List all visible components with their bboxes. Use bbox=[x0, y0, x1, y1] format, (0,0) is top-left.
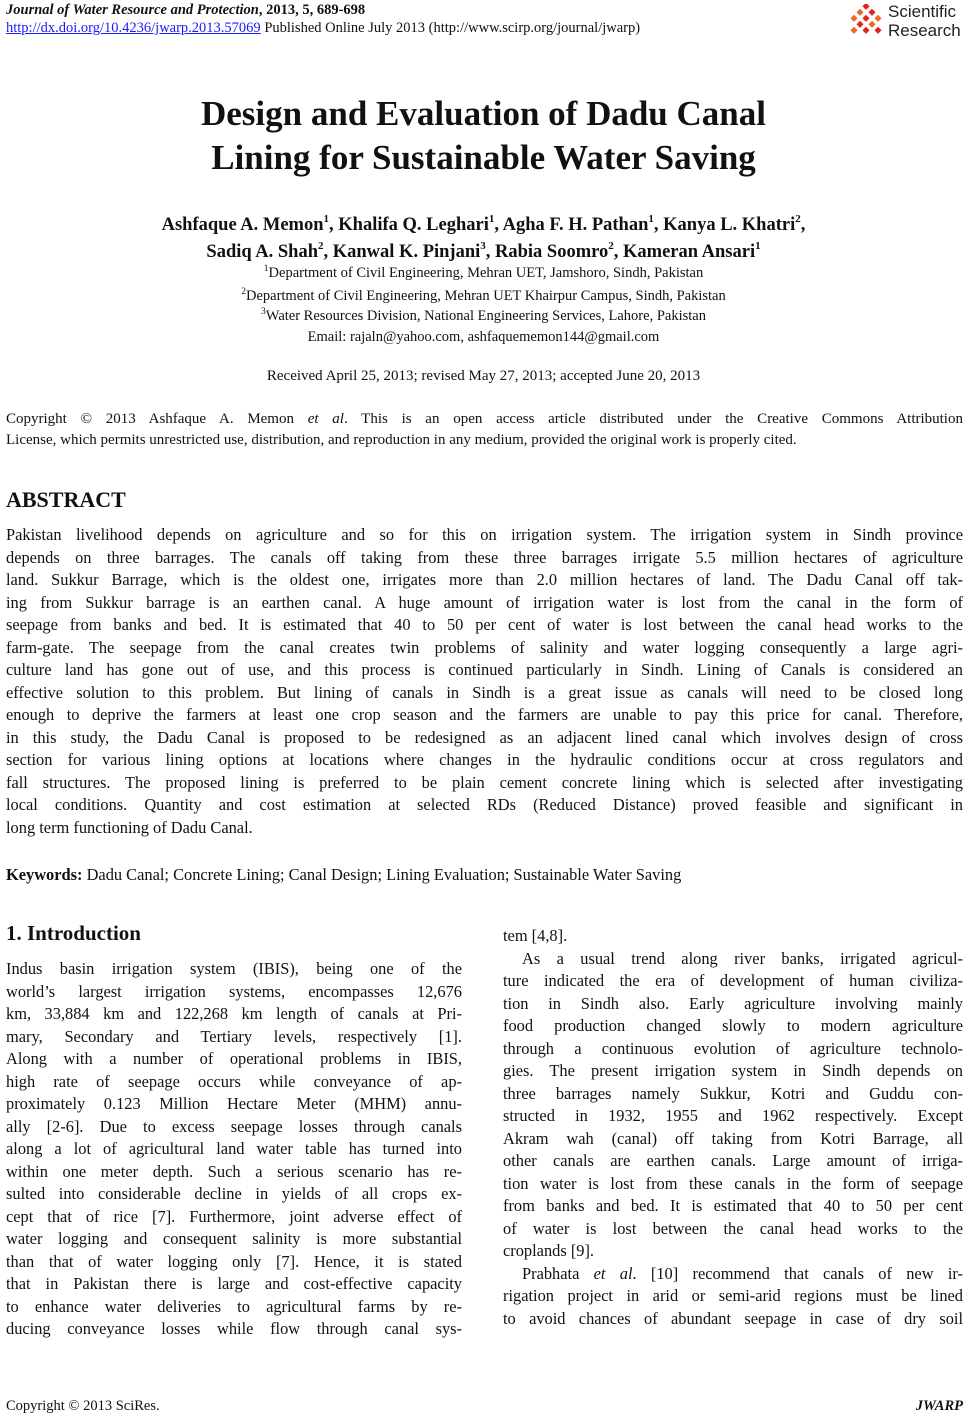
logo-square bbox=[850, 27, 857, 34]
abstract-line: enough to deprive the farmers at least one crop season and the farmers are unable to pay this price for canal. Therefore, bbox=[6, 705, 963, 724]
keywords-text: Dadu Canal; Concrete Lining; Canal Design; Lining Evaluation; Sustainable Water Saving bbox=[82, 865, 682, 884]
intro-left-line: world’s largest irrigation systems, encompasses 12,676 bbox=[6, 981, 462, 1001]
abstract-line: Pakistan livelihood depends on agriculture and so for this on irrigation system. The irrigation system in Sindh province bbox=[6, 525, 963, 544]
intro-right-line: food production changed slowly to modern agriculture bbox=[503, 1016, 963, 1035]
intro-right-line: rigation project in arid or semi-arid regions must be lined bbox=[503, 1286, 963, 1305]
author-affiliation-sup: 2 bbox=[795, 213, 801, 225]
intro-right-line: tion in Sindh also. Early agriculture involving mainly bbox=[503, 993, 963, 1013]
author-name: Kameran Ansari bbox=[623, 242, 756, 262]
author-affiliation-sup: 3 bbox=[480, 240, 486, 252]
author-separator: , bbox=[613, 242, 624, 262]
author-name: Rabia Soomro bbox=[495, 242, 609, 262]
publisher-logo bbox=[848, 2, 966, 42]
abstract-line: in this study, the Dadu Canal is proposed to be redesigned as an adjacent lined canal which involves design of cross bbox=[6, 727, 963, 747]
author-name: Khalifa Q. Leghari bbox=[338, 215, 489, 235]
intro-left-line: mary, Secondary and Tertiary levels, respectively [1]. bbox=[6, 1026, 462, 1046]
intro-right-line: tem [4,8]. bbox=[503, 926, 568, 945]
journal-name: Journal of Water Resource and Protection bbox=[6, 2, 259, 18]
paper-title-line2: Lining for Sustainable Water Saving bbox=[211, 138, 756, 177]
copyright-line1: Copyright © 2013 Ashfaque A. Memon et al. This is an open access article distributed under the Creative Commons Attribution bbox=[6, 411, 963, 427]
abstract-line: seepage from banks and bed. It is estimated that 40 to 50 per cent of water is lost between the canal head works to the bbox=[6, 615, 963, 634]
intro-left-line: Along with a number of operational problems in IBIS, bbox=[6, 1049, 462, 1068]
intro-right-line: from banks and bed. It is estimated that 40 to 50 per cent bbox=[503, 1196, 963, 1215]
copyright-notice bbox=[6, 409, 963, 451]
intro-right-line: structed in 1932, 1955 and 1962 respectively. Except bbox=[503, 1106, 963, 1125]
journal-issue: , 2013, 5, 689-698 bbox=[258, 2, 366, 18]
keywords bbox=[6, 865, 681, 885]
abstract-body bbox=[6, 524, 963, 839]
intro-left-line: Indus basin irrigation system (IBIS), being one of the bbox=[6, 959, 462, 978]
author-affiliation-sup: 1 bbox=[755, 240, 761, 252]
author-affiliation-sup: 1 bbox=[648, 213, 654, 225]
logo-line2: Research bbox=[888, 21, 961, 40]
intro-left-line: sulted into considerable decline in yields of all crops ex- bbox=[6, 1184, 462, 1203]
author-separator: , bbox=[323, 242, 333, 262]
doi-line bbox=[6, 20, 640, 37]
intro-left-line: within one meter depth. Such a serious scenario has re- bbox=[6, 1161, 462, 1181]
intro-right-line: croplands [9]. bbox=[503, 1241, 595, 1260]
intro-right-line: Prabhata et al. [10] recommend that canals of new ir- bbox=[522, 1263, 963, 1283]
logo-square bbox=[862, 27, 869, 34]
footer-journal-abbrev: JWARP bbox=[915, 1398, 963, 1414]
section-heading-introduction: 1. Introduction bbox=[6, 921, 141, 945]
affiliation-2: $^2$Department of Civil Engineering, Mehran UET Khairpur Campus, Sindh, Pakistan bbox=[241, 287, 726, 304]
logo-square bbox=[856, 9, 863, 16]
intro-left-line: ducing conveyance losses while flow through canal sys- bbox=[6, 1319, 462, 1338]
abstract-line: long term functioning of Dadu Canal. bbox=[6, 817, 253, 837]
published-text: Published Online July 2013 (http://www.scirp.org/journal/jwarp) bbox=[260, 20, 641, 36]
author-affiliation-sup: 2 bbox=[318, 240, 324, 252]
intro-right-line: to avoid chances of abundant seepage in case of dry soil bbox=[503, 1308, 963, 1328]
intro-right-line: three barrages namely Sukkur, Kotri and Guddu con- bbox=[503, 1083, 963, 1103]
abstract-line: section for various lining options at locations where changes in the hydraulic conditions occur at cross regulators and bbox=[6, 750, 963, 769]
intro-right-line: Akram wah (canal) off taking from Kotri Barrage, all bbox=[503, 1128, 963, 1148]
author-affiliation-sup: 1 bbox=[488, 213, 495, 225]
intro-right-line: through a continuous evolution of agriculture technolo- bbox=[503, 1038, 963, 1058]
logo-square bbox=[874, 15, 881, 22]
intro-left-line: water logging and consequent salinity is more substantial bbox=[6, 1229, 462, 1248]
abstract-line: culture land has gone out of use, and this process is continued particularly in Sindh. Lining of Canals is considered an bbox=[6, 660, 963, 679]
authors-line1 bbox=[0, 213, 967, 237]
abstract-line: farm-gate. The seepage from the canal creates twin problems of salinity and water logging consequently a large agri- bbox=[6, 637, 963, 657]
abstract-line: local conditions. Quantity and cost estimation at selected RDs (Reduced Distance) proved feasible and significant in bbox=[6, 795, 963, 814]
author-affiliation-sup: 1 bbox=[323, 213, 330, 225]
author-separator: , bbox=[653, 215, 664, 235]
email: Email: rajaln@yahoo.com, ashfaquememon144@gmail.com bbox=[307, 329, 660, 345]
authors-line2 bbox=[0, 240, 967, 264]
scientific-research-logo-icon bbox=[848, 4, 884, 40]
intro-left-line: cept that of rice [7]. Furthermore, joint adverse effect of bbox=[6, 1206, 462, 1226]
abstract-heading: ABSTRACT bbox=[6, 487, 126, 512]
author-name: Agha F. H. Pathan bbox=[502, 215, 649, 235]
logo-square bbox=[868, 9, 875, 16]
logo-line1: Scientific bbox=[888, 2, 957, 21]
logo-square bbox=[874, 27, 881, 34]
author-name: Sadiq A. Shah bbox=[206, 242, 318, 262]
intro-left-line: along a lot of agricultural land water table has turned into bbox=[6, 1139, 462, 1158]
affiliation-1: $^1$Department of Civil Engineering, Mehran UET, Jamshoro, Sindh, Pakistan bbox=[263, 264, 704, 281]
author-name: Kanwal K. Pinjani bbox=[332, 242, 481, 262]
intro-right-line: gies. The present irrigation system in Sindh depends on bbox=[503, 1061, 963, 1080]
abstract-line: ing from Sukkur barrage is an earthen canal. A huge amount of irrigation water is lost from the canal in the form of bbox=[6, 592, 963, 612]
paper-title-line1: Design and Evaluation of Dadu Canal bbox=[200, 94, 766, 133]
intro-left-line: to enhance water deliveries to agricultural farms by re- bbox=[6, 1296, 462, 1316]
intro-right-line: other canals are earthen canals. Large amount of irriga- bbox=[503, 1151, 963, 1170]
intro-right-line: of water is lost between the canal head works to the bbox=[503, 1218, 963, 1238]
intro-left-column bbox=[6, 958, 462, 1341]
logo-square bbox=[868, 21, 875, 28]
abstract-line: land. Sukkur Barrage, which is the oldest one, irrigates more than 2.0 million hectares of land. The Dadu Canal off tak- bbox=[6, 570, 963, 589]
intro-left-line: proximately 0.123 Million Hectare Meter (MHM) annu- bbox=[6, 1094, 462, 1113]
logo-square bbox=[856, 21, 863, 28]
author-affiliation-sup: 2 bbox=[608, 240, 614, 252]
logo-square bbox=[862, 4, 869, 10]
copyright-line2: License, which permits unrestricted use, distribution, and reproduction in any medium, provided the original work is properly cited. bbox=[6, 432, 797, 448]
author-separator: , bbox=[800, 215, 806, 235]
author-separator: , bbox=[329, 215, 339, 235]
intro-right-column bbox=[503, 925, 963, 1330]
intro-right-line: tion water is lost from these canals in the form of seepage bbox=[503, 1173, 963, 1193]
intro-left-line: than that of water logging only [7]. Hence, it is stated bbox=[6, 1251, 462, 1271]
keywords-label: Keywords: bbox=[6, 865, 83, 884]
journal-citation bbox=[6, 2, 365, 19]
intro-left-line: high rate of seepage occurs while conveyance of ap- bbox=[6, 1071, 462, 1091]
author-separator: , bbox=[485, 242, 496, 262]
intro-right-line: As a usual trend along river banks, irrigated agricul- bbox=[522, 948, 963, 968]
logo-square bbox=[862, 15, 869, 22]
abstract-line: effective solution to this problem. But lining of canals in Sindh is a great issue as canals will need to be closed long bbox=[6, 682, 963, 702]
intro-left-line: ally [2-6]. Due to excess seepage losses through canals bbox=[6, 1116, 462, 1136]
doi-link[interactable]: http://dx.doi.org/10.4236/jwarp.2013.57069 bbox=[6, 20, 261, 36]
received-dates: Received April 25, 2013; revised May 27, 2013; accepted June 20, 2013 bbox=[266, 368, 701, 384]
intro-left-line: km, 33,884 km and 122,268 km length of canals at Pri- bbox=[6, 1004, 462, 1023]
intro-right-line: ture indicated the era of development of human civiliza- bbox=[503, 971, 963, 990]
author-separator: , bbox=[494, 215, 503, 235]
logo-square bbox=[850, 15, 857, 22]
abstract-line: fall structures. The proposed lining is preferred to be plain cement concrete lining which is selected after investigating bbox=[6, 772, 963, 792]
footer-copyright: Copyright © 2013 SciRes. bbox=[6, 1398, 160, 1414]
author-name: Ashfaque A. Memon bbox=[161, 215, 324, 235]
intro-left-line: that in Pakistan there is large and cost-effective capacity bbox=[6, 1274, 462, 1293]
author-name: Kanya L. Khatri bbox=[663, 215, 796, 235]
abstract-line: depends on three barrages. The canals off taking from these three barrages irrigate 5.5 million hectares of agriculture bbox=[6, 547, 963, 567]
affiliation-3: $^3$Water Resources Division, National Engineering Services, Lahore, Pakistan bbox=[261, 307, 706, 324]
